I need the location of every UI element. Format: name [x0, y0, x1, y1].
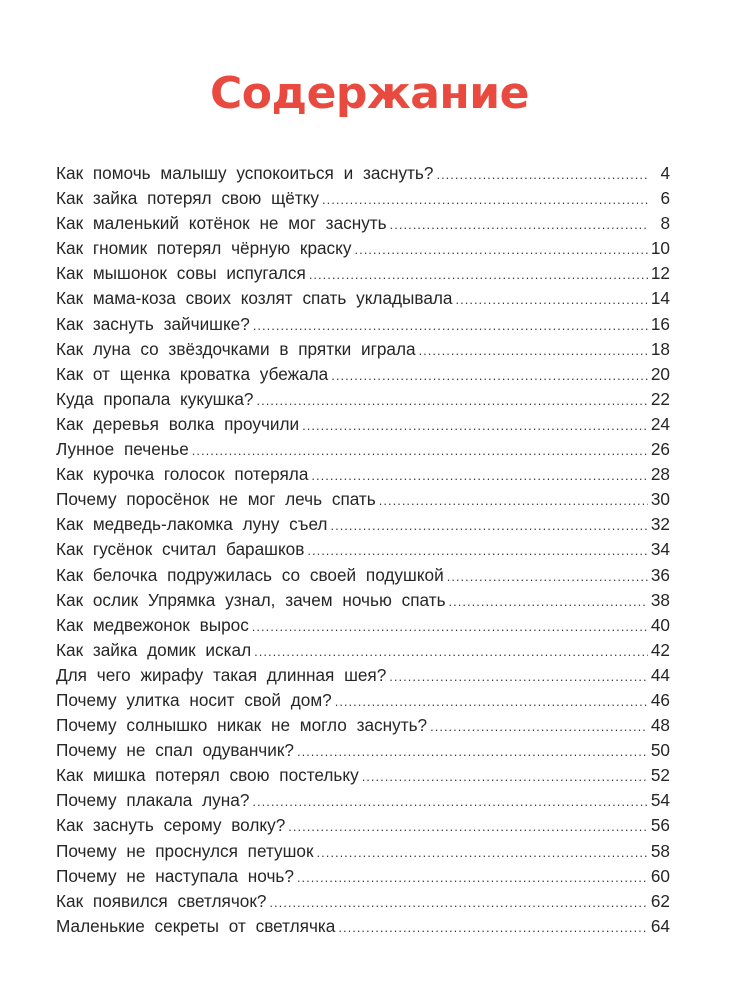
toc-entry-title: Почему не наступала ночь? [56, 865, 294, 886]
toc-entry-page-number: 48 [650, 715, 670, 736]
toc-entry-page-number: 32 [650, 514, 670, 535]
toc-entry [56, 815, 670, 840]
toc-leader-dots [297, 870, 648, 885]
toc-entry [56, 439, 670, 464]
toc-entry-page-number: 24 [650, 413, 670, 434]
toc-entry [56, 590, 670, 615]
toc-entry-title: Почему не спал одуванчик? [56, 740, 294, 761]
toc-entry-page-number: 52 [650, 765, 670, 786]
toc-entry-page-number: 62 [650, 890, 670, 911]
toc-entry-page-number: 64 [650, 915, 670, 936]
toc-leader-dots [456, 292, 648, 307]
toc-entry [56, 238, 670, 263]
toc-entry [56, 765, 670, 790]
toc-entry-page-number: 14 [650, 288, 670, 309]
toc-leader-dots [302, 418, 648, 433]
toc-entry-title: Как зайка потерял свою щётку [56, 188, 319, 209]
toc-entry [56, 866, 670, 891]
toc-leader-dots [309, 267, 648, 282]
toc-entry [56, 539, 670, 564]
toc-entry-page-number: 26 [650, 439, 670, 460]
toc-entry-title: Как гусёнок считал барашков [56, 539, 305, 560]
toc-entry-title: Как заснуть зайчишке? [56, 313, 250, 334]
toc-entry-title: Как медведь-лакомка луну съел [56, 514, 328, 535]
toc-entry-page-number: 34 [650, 539, 670, 560]
toc-entry-title: Как белочка подружилась со своей подушкой [56, 564, 444, 585]
toc-entry-page-number: 20 [650, 363, 670, 384]
toc-entry-page-number: 56 [650, 815, 670, 836]
toc-entry-title: Как гномик потерял чёрную краску [56, 238, 352, 259]
toc-entry-page-number: 54 [650, 790, 670, 811]
toc-entry-title: Как зайка домик искал [56, 639, 252, 660]
toc-entry-title: Как ослик Упрямка узнал, зачем ночью спать [56, 589, 446, 610]
toc-entry-title: Как луна со звёздочками в прятки играла [56, 338, 416, 359]
toc-entry-title: Как медвежонок вырос [56, 614, 249, 635]
toc-entry [56, 790, 670, 815]
toc-entry-title: Маленькие секреты от светлячка [56, 915, 336, 936]
toc-leader-dots [252, 794, 648, 809]
toc-leader-dots [253, 318, 648, 333]
toc-entry-title: Как курочка голосок потеряла [56, 464, 309, 485]
toc-leader-dots [389, 669, 648, 684]
toc-entry-page-number: 46 [650, 689, 670, 710]
toc-entry-title: Как деревья волка проучили [56, 413, 300, 434]
toc-leader-dots [335, 694, 648, 709]
toc-entry-title: Почему улитка носит свой дом? [56, 689, 332, 710]
toc-entry-page-number: 44 [650, 664, 670, 685]
toc-leader-dots [254, 644, 648, 659]
toc-leader-dots [362, 769, 648, 784]
toc-leader-dots [322, 192, 649, 207]
toc-entry-title: Как маленький котёнок не мог заснуть [56, 213, 387, 234]
toc-leader-dots [338, 920, 648, 935]
toc-leader-dots [288, 819, 648, 834]
toc-entry [56, 565, 670, 590]
toc-entry [56, 615, 670, 640]
toc-entry [56, 314, 670, 339]
toc-entry-page-number: 8 [660, 213, 670, 234]
toc-leader-dots [430, 719, 648, 734]
toc-entry [56, 841, 670, 866]
toc-entry-page-number: 18 [650, 338, 670, 359]
toc-entry-title: Как мишка потерял свою постельку [56, 765, 359, 786]
toc-entry-page-number: 42 [650, 639, 670, 660]
toc-entry [56, 690, 670, 715]
toc-leader-dots [269, 895, 647, 910]
toc-entry-page-number: 30 [650, 489, 670, 510]
toc-entry-page-number: 58 [650, 840, 670, 861]
toc-leader-dots [252, 619, 648, 634]
toc-leader-dots [447, 569, 648, 584]
toc-entry-title: Куда пропала кукушка? [56, 388, 254, 409]
toc-entry-title: Как заснуть серому волку? [56, 815, 286, 836]
toc-entry [56, 514, 670, 539]
toc-entry-title: Почему не проснулся петушок [56, 840, 314, 861]
toc-entry-page-number: 4 [660, 163, 670, 183]
toc-leader-dots [330, 518, 647, 533]
toc-entry-page-number: 38 [650, 589, 670, 610]
toc-entry [56, 640, 670, 665]
toc-leader-dots [297, 744, 648, 759]
page-title: Содержание [210, 68, 529, 119]
toc-entry-title: Для чего жирафу такая длинная шея? [56, 664, 387, 685]
toc-entry-page-number: 36 [650, 564, 670, 585]
toc-entry-title: Как мышонок совы испугался [56, 263, 306, 284]
toc-entry [56, 213, 670, 238]
toc-entry-title: Лунное печенье [56, 439, 189, 460]
toc-entry-title: Как мама-коза своих козлят спать укладывала [56, 288, 453, 309]
toc-entry [56, 389, 670, 414]
toc-entry-title: Как появился светлячок? [56, 890, 267, 911]
toc-leader-dots [354, 242, 647, 257]
toc-entry [56, 263, 670, 288]
toc-entry [56, 163, 670, 188]
toc-entry [56, 489, 670, 514]
toc-entry-page-number: 6 [660, 188, 670, 209]
toc-leader-dots [419, 343, 648, 358]
toc-entry [56, 288, 670, 313]
toc-entry-title: Как от щенка кроватка убежала [56, 363, 329, 384]
toc-entry-page-number: 10 [650, 238, 670, 259]
toc-leader-dots [317, 845, 648, 860]
toc-entry-title: Как помочь малышу успокоиться и заснуть? [56, 163, 434, 183]
toc-entry [56, 665, 670, 690]
toc-entry [56, 464, 670, 489]
toc-entry-title: Почему поросёнок не мог лечь спать [56, 489, 376, 510]
toc-entry [56, 740, 670, 765]
toc-leader-dots [379, 493, 648, 508]
toc-entry-page-number: 60 [650, 865, 670, 886]
toc-entry [56, 339, 670, 364]
toc-entry [56, 891, 670, 916]
toc-entry-page-number: 40 [650, 614, 670, 635]
toc-entry [56, 414, 670, 439]
toc-entry-page-number: 22 [650, 388, 670, 409]
toc-entry-page-number: 12 [650, 263, 670, 284]
toc-entry [56, 188, 670, 213]
toc-entry-page-number: 16 [650, 313, 670, 334]
toc-entry [56, 715, 670, 740]
toc-entry [56, 916, 670, 941]
table-of-contents [56, 163, 670, 941]
toc-leader-dots [307, 543, 648, 558]
toc-entry-page-number: 28 [650, 464, 670, 485]
toc-entry-title: Почему солнышко никак не могло заснуть? [56, 715, 428, 736]
toc-leader-dots [390, 217, 649, 232]
toc-leader-dots [331, 368, 648, 383]
toc-leader-dots [436, 167, 649, 182]
toc-entry-page-number: 50 [650, 740, 670, 761]
toc-entry-title: Почему плакала луна? [56, 790, 250, 811]
toc-leader-dots [256, 393, 647, 408]
toc-entry [56, 364, 670, 389]
toc-leader-dots [311, 468, 647, 483]
toc-leader-dots [449, 594, 648, 609]
toc-leader-dots [192, 443, 648, 458]
